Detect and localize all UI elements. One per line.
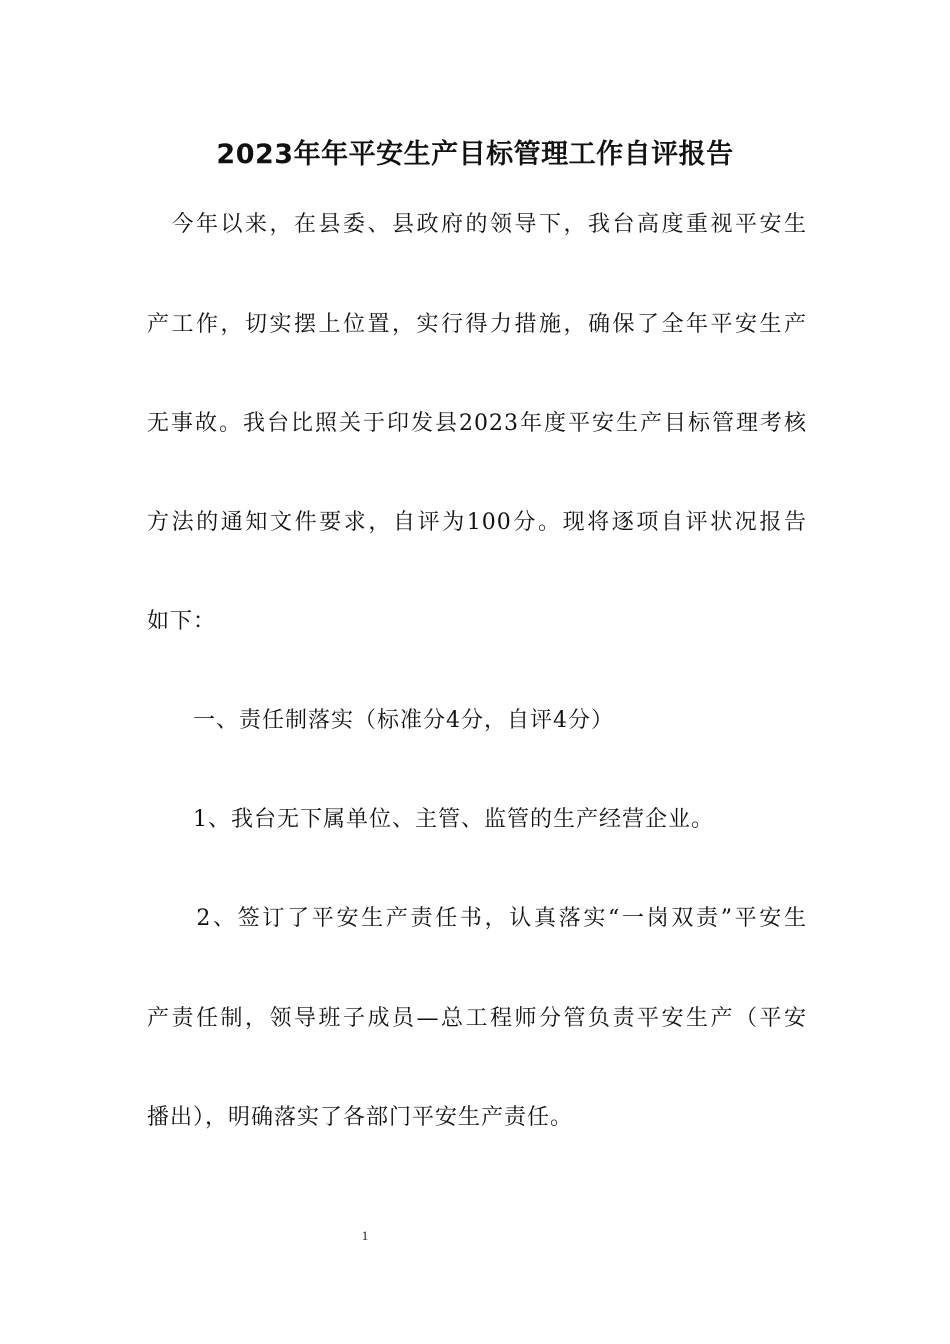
- page-number: 1: [361, 1228, 369, 1243]
- list-item-2-line-2: 产责任制，领导班子成员—总工程师分管负责平安生产（平安: [147, 1006, 807, 1031]
- list-item-1: 1、我台无下属单位、主管、监管的生产经营企业。: [147, 807, 714, 832]
- list-item-2-line-3: 播出），明确落实了各部门平安生产责任。: [147, 1105, 574, 1130]
- paragraph-line-3: 无事故。我台比照关于印发县2023年度平安生产目标管理考核: [147, 411, 807, 436]
- list-item-2-line-1: 2、签订了平安生产责任书，认真落实“一岗双责”平安生: [147, 906, 807, 931]
- paragraph-line-2: 产工作，切实摆上位置，实行得力措施，确保了全年平安生产: [147, 312, 807, 337]
- paragraph-line-1: 今年以来，在县委、县政府的领导下，我台高度重视平安生: [147, 212, 807, 237]
- paragraph-line-5: 如下：: [147, 609, 217, 634]
- paragraph-line-4: 方法的通知文件要求，自评为100分。现将逐项自评状况报告: [147, 510, 807, 535]
- section-heading-1: 一、责任制落实（标准分4分，自评4分）: [147, 708, 614, 733]
- document-title: 2023年年平安生产目标管理工作自评报告: [216, 139, 734, 170]
